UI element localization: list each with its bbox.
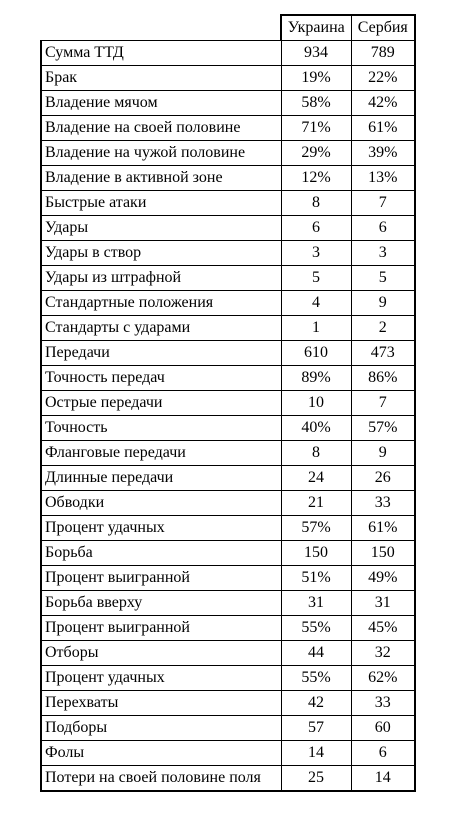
stat-label: Владение на чужой половине xyxy=(41,141,281,166)
stat-value-team-1: 14 xyxy=(281,741,351,766)
stat-value-team-1: 71% xyxy=(281,116,351,141)
stat-value-team-2: 6 xyxy=(351,741,415,766)
stat-value-team-1: 12% xyxy=(281,166,351,191)
stat-label: Удары xyxy=(41,216,281,241)
stat-value-team-2: 32 xyxy=(351,641,415,666)
stat-label: Перехваты xyxy=(41,691,281,716)
stat-value-team-1: 58% xyxy=(281,91,351,116)
stat-value-team-2: 6 xyxy=(351,216,415,241)
table-row xyxy=(41,366,415,391)
stat-label: Стандартные положения xyxy=(41,291,281,316)
stat-label: Точность передач xyxy=(41,366,281,391)
header-row xyxy=(41,15,415,41)
table-row xyxy=(41,391,415,416)
stat-label: Процент выигранной xyxy=(41,616,281,641)
stat-label: Владение в активной зоне xyxy=(41,166,281,191)
stat-value-team-1: 610 xyxy=(281,341,351,366)
stat-label: Владение мячом xyxy=(41,91,281,116)
table-row xyxy=(41,416,415,441)
stat-value-team-2: 33 xyxy=(351,491,415,516)
stat-value-team-1: 21 xyxy=(281,491,351,516)
stat-value-team-1: 1 xyxy=(281,316,351,341)
stat-value-team-1: 8 xyxy=(281,441,351,466)
table-row xyxy=(41,566,415,591)
table-row xyxy=(41,66,415,91)
stat-value-team-2: 45% xyxy=(351,616,415,641)
table-row xyxy=(41,166,415,191)
stat-value-team-1: 57 xyxy=(281,716,351,741)
table-row xyxy=(41,91,415,116)
table-row xyxy=(41,516,415,541)
stats-body xyxy=(41,41,415,792)
stat-label: Сумма ТТД xyxy=(41,41,281,66)
stat-label: Точность xyxy=(41,416,281,441)
stat-value-team-2: 5 xyxy=(351,266,415,291)
stat-value-team-1: 3 xyxy=(281,241,351,266)
stat-label: Острые передачи xyxy=(41,391,281,416)
table-row xyxy=(41,191,415,216)
stat-value-team-2: 61% xyxy=(351,516,415,541)
stat-value-team-2: 39% xyxy=(351,141,415,166)
stat-label: Процент выигранной xyxy=(41,566,281,591)
stat-label: Фолы xyxy=(41,741,281,766)
stat-value-team-1: 89% xyxy=(281,366,351,391)
header-team-1: Украина xyxy=(281,15,351,41)
stat-label: Длинные передачи xyxy=(41,466,281,491)
stat-value-team-2: 7 xyxy=(351,191,415,216)
stat-value-team-1: 55% xyxy=(281,666,351,691)
table-row xyxy=(41,691,415,716)
header-team-2: Сербия xyxy=(351,15,415,41)
stat-value-team-2: 14 xyxy=(351,766,415,792)
stat-value-team-1: 150 xyxy=(281,541,351,566)
stat-value-team-1: 19% xyxy=(281,66,351,91)
table-row xyxy=(41,666,415,691)
stat-value-team-2: 3 xyxy=(351,241,415,266)
stat-value-team-1: 42 xyxy=(281,691,351,716)
stat-value-team-1: 44 xyxy=(281,641,351,666)
stat-value-team-1: 5 xyxy=(281,266,351,291)
table-row xyxy=(41,766,415,792)
stat-value-team-2: 57% xyxy=(351,416,415,441)
table-row xyxy=(41,116,415,141)
stat-label: Стандарты с ударами xyxy=(41,316,281,341)
stat-value-team-1: 55% xyxy=(281,616,351,641)
stat-label: Фланговые передачи xyxy=(41,441,281,466)
table-row xyxy=(41,616,415,641)
stat-value-team-1: 6 xyxy=(281,216,351,241)
stat-value-team-1: 29% xyxy=(281,141,351,166)
stat-value-team-2: 7 xyxy=(351,391,415,416)
stat-value-team-2: 22% xyxy=(351,66,415,91)
stat-value-team-2: 31 xyxy=(351,591,415,616)
stat-value-team-2: 49% xyxy=(351,566,415,591)
stat-value-team-2: 13% xyxy=(351,166,415,191)
table-row xyxy=(41,741,415,766)
stat-label: Отборы xyxy=(41,641,281,666)
stat-value-team-1: 25 xyxy=(281,766,351,792)
stat-value-team-1: 40% xyxy=(281,416,351,441)
table-row xyxy=(41,341,415,366)
table-row xyxy=(41,266,415,291)
stat-value-team-2: 789 xyxy=(351,41,415,66)
stat-value-team-1: 57% xyxy=(281,516,351,541)
stat-value-team-2: 9 xyxy=(351,291,415,316)
stat-value-team-1: 934 xyxy=(281,41,351,66)
table-row xyxy=(41,441,415,466)
stat-value-team-2: 62% xyxy=(351,666,415,691)
stat-value-team-1: 4 xyxy=(281,291,351,316)
stat-value-team-1: 51% xyxy=(281,566,351,591)
stat-label: Передачи xyxy=(41,341,281,366)
stat-label: Владение на своей половине xyxy=(41,116,281,141)
stat-label: Обводки xyxy=(41,491,281,516)
stat-label: Быстрые атаки xyxy=(41,191,281,216)
table-row xyxy=(41,216,415,241)
match-stats-table xyxy=(40,14,416,792)
stat-value-team-2: 61% xyxy=(351,116,415,141)
stat-label: Потери на своей половине поля xyxy=(41,766,281,792)
header-corner-cell xyxy=(41,15,281,41)
stat-label: Процент удачных xyxy=(41,516,281,541)
stat-value-team-2: 150 xyxy=(351,541,415,566)
stat-value-team-1: 31 xyxy=(281,591,351,616)
stat-value-team-2: 33 xyxy=(351,691,415,716)
stat-label: Брак xyxy=(41,66,281,91)
table-row xyxy=(41,241,415,266)
table-row xyxy=(41,466,415,491)
table-row xyxy=(41,291,415,316)
stat-label: Борьба вверху xyxy=(41,591,281,616)
stat-value-team-2: 60 xyxy=(351,716,415,741)
stat-label: Процент удачных xyxy=(41,666,281,691)
stat-value-team-2: 86% xyxy=(351,366,415,391)
stat-value-team-2: 26 xyxy=(351,466,415,491)
stat-label: Борьба xyxy=(41,541,281,566)
stat-label: Подборы xyxy=(41,716,281,741)
stat-value-team-2: 473 xyxy=(351,341,415,366)
table-row xyxy=(41,591,415,616)
table-row xyxy=(41,641,415,666)
stat-label: Удары в створ xyxy=(41,241,281,266)
table-row xyxy=(41,141,415,166)
stat-value-team-2: 9 xyxy=(351,441,415,466)
stat-label: Удары из штрафной xyxy=(41,266,281,291)
table-row xyxy=(41,491,415,516)
table-row xyxy=(41,541,415,566)
stat-value-team-1: 8 xyxy=(281,191,351,216)
stat-value-team-2: 2 xyxy=(351,316,415,341)
stat-value-team-1: 24 xyxy=(281,466,351,491)
table-row xyxy=(41,316,415,341)
table-row xyxy=(41,41,415,66)
stat-value-team-2: 42% xyxy=(351,91,415,116)
table-row xyxy=(41,716,415,741)
stat-value-team-1: 10 xyxy=(281,391,351,416)
